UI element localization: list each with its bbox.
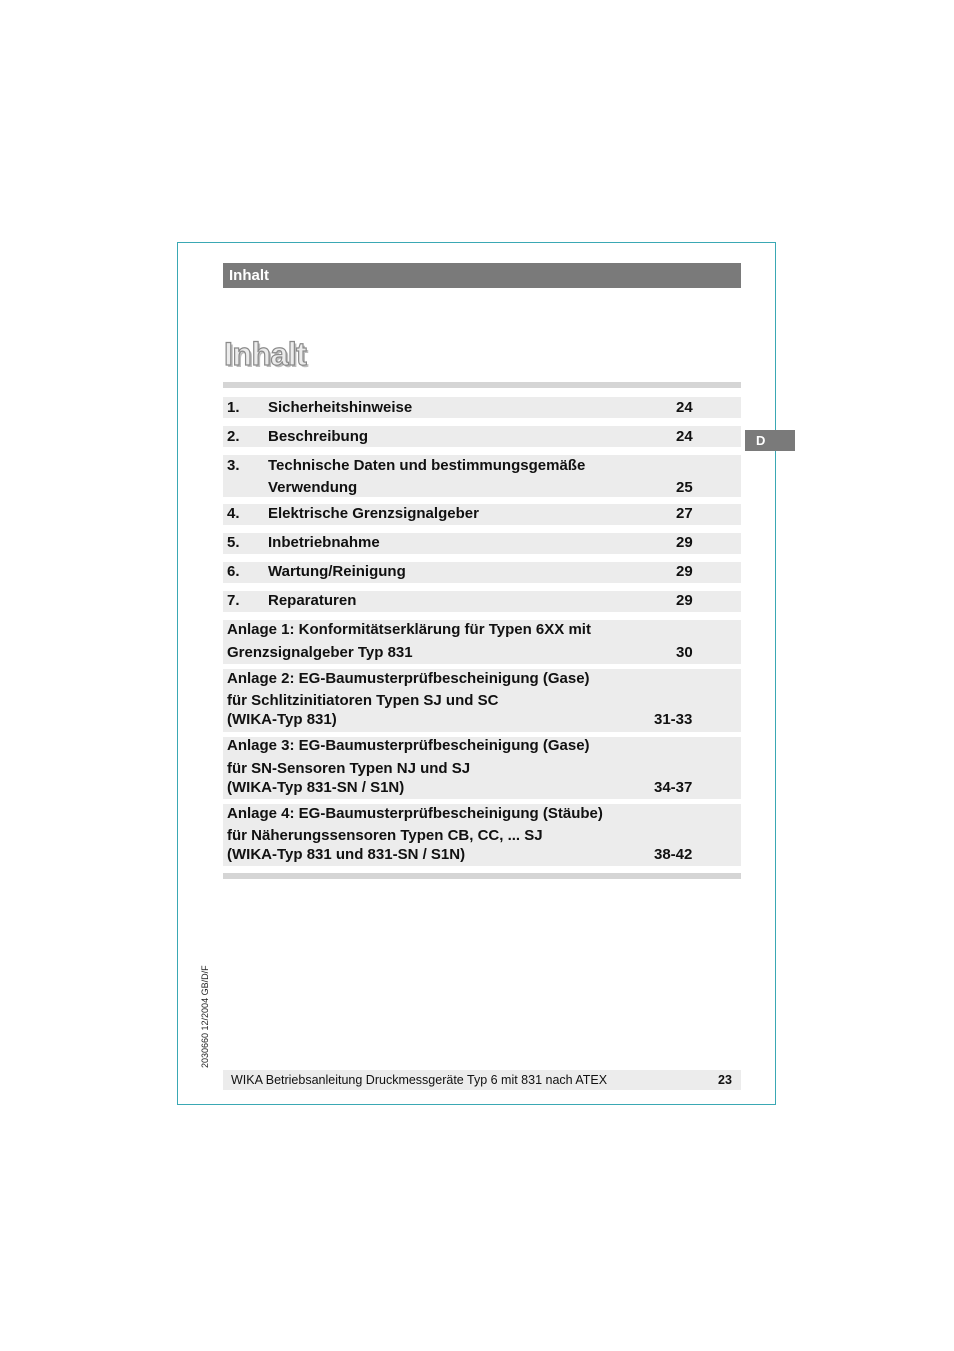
toc-number: 6. [227, 563, 240, 580]
toc-title-line: Sicherheitshinweise [268, 399, 413, 416]
toc-title-line: Inbetriebnahme [268, 534, 380, 551]
toc-title-line: (WIKA-Typ 831 und 831-SN / S1N) [227, 846, 466, 863]
toc-title-line: Beschreibung [268, 428, 369, 445]
toc-title-line: (WIKA-Typ 831) [227, 711, 337, 728]
toc-entry-2[interactable] [223, 426, 741, 447]
toc-title-line: Wartung/Reinigung [268, 563, 406, 580]
toc-page: 29 [676, 592, 693, 609]
toc-entry-1[interactable] [223, 397, 741, 418]
toc-page: 27 [676, 505, 693, 522]
toc-entry-appendix-1[interactable] [223, 620, 741, 664]
toc-number: 4. [227, 505, 240, 522]
toc-title-line: Anlage 3: EG-Baumusterprüfbescheinigung (Gase) [227, 737, 590, 754]
toc-page: 31-33 [654, 711, 693, 728]
toc-entry-4[interactable] [223, 504, 741, 525]
footer-text: WIKA Betriebsanleitung Druckmessgeräte Typ 6 mit 831 nach ATEX [231, 1073, 608, 1087]
toc-title-line: Technische Daten und bestimmungsgemäße [268, 457, 586, 474]
toc-entry-appendix-4[interactable] [223, 804, 741, 866]
toc-title-line: Anlage 4: EG-Baumusterprüfbescheinigung (Stäube) [227, 805, 603, 822]
bottom-rule [223, 873, 741, 879]
page-title: Inhalt [224, 336, 307, 372]
toc-title-line: für Näherungssensoren Typen CB, CC, ... SJ [227, 827, 543, 844]
toc-page: 24 [676, 399, 693, 416]
toc-title-line: Anlage 2: EG-Baumusterprüfbescheinigung (Gase) [227, 670, 590, 687]
toc-page: 29 [676, 563, 693, 580]
toc-title-line: für Schlitzinitiatoren Typen SJ und SC [227, 692, 499, 709]
page-number: 23 [718, 1073, 732, 1087]
section-header: Inhalt [223, 263, 741, 288]
toc-title-line: Elektrische Grenzsignalgeber [268, 505, 479, 522]
toc-title-line: Verwendung [268, 479, 358, 496]
toc-entry-7[interactable] [223, 591, 741, 612]
toc-page: 25 [676, 479, 693, 496]
toc-page: 38-42 [654, 846, 693, 863]
toc-entry-3[interactable] [223, 455, 741, 497]
toc-page: 30 [676, 644, 693, 661]
toc-page: 34-37 [654, 779, 693, 796]
toc-title-line: (WIKA-Typ 831-SN / S1N) [227, 779, 405, 796]
toc-title-line: Reparaturen [268, 592, 357, 609]
language-tab[interactable]: D [745, 430, 795, 451]
toc-number: 5. [227, 534, 240, 551]
toc-page: 29 [676, 534, 693, 551]
document-code: 2030660 12/2004 GB/D/F [200, 965, 210, 1068]
page-footer [223, 1070, 741, 1090]
toc-number: 7. [227, 592, 240, 609]
toc-number: 1. [227, 399, 240, 416]
toc-page: 24 [676, 428, 693, 445]
toc-entry-appendix-2[interactable] [223, 669, 741, 732]
top-rule [223, 382, 741, 388]
toc-title-line: Grenzsignalgeber Typ 831 [227, 644, 413, 661]
toc-number: 3. [227, 457, 240, 474]
toc-number: 2. [227, 428, 240, 445]
toc-title-line: Anlage 1: Konformitätserklärung für Typen 6XX mit [227, 621, 591, 638]
toc-entry-6[interactable] [223, 562, 741, 583]
toc-title-line: für SN-Sensoren Typen NJ und SJ [227, 760, 471, 777]
toc-entry-5[interactable] [223, 533, 741, 554]
toc-entry-appendix-3[interactable] [223, 737, 741, 799]
